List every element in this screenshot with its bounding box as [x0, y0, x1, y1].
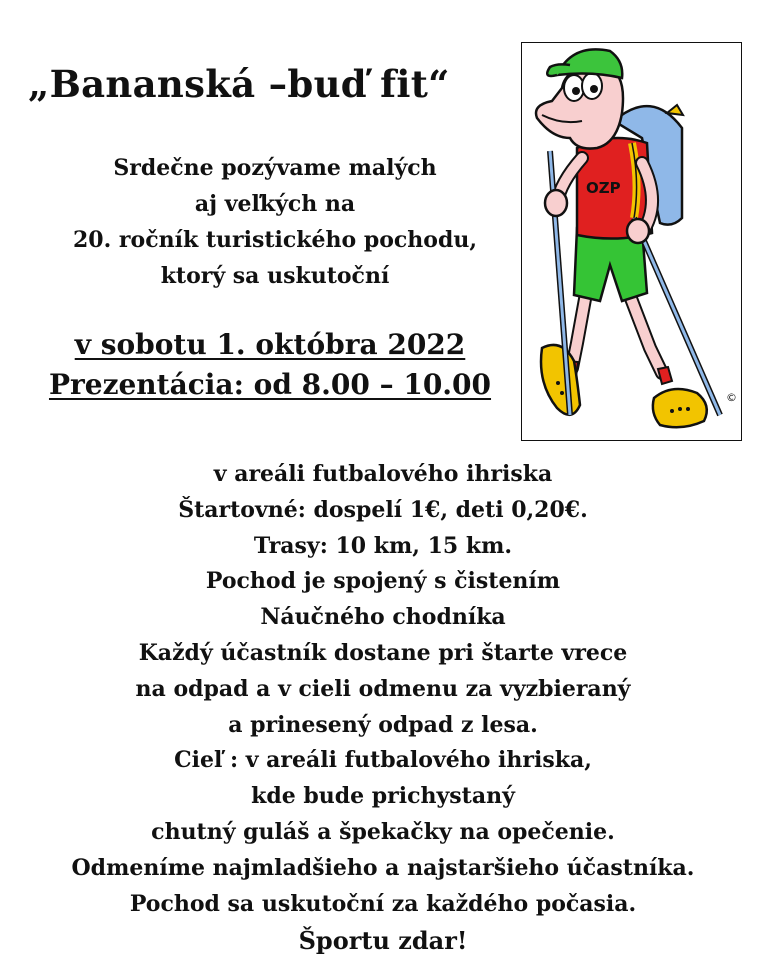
- detail-line: Cieľ : v areáli futbalového ihriska,: [174, 747, 592, 774]
- page-title: „Bananská –buď fit“: [28, 62, 450, 106]
- intro-line: ktorý sa uskutoční: [160, 263, 390, 289]
- intro-line: aj veľkých na: [194, 191, 356, 217]
- detail-line: Každý účastník dostane pri štarte vrece: [138, 639, 628, 666]
- copyright-mark: ©: [726, 391, 737, 404]
- detail-line: Náučného chodníka: [260, 604, 506, 631]
- invitation-text: [40, 150, 510, 294]
- detail-line: chutný guláš a špekačky na opečenie.: [151, 818, 615, 845]
- closing-greeting: Športu zdar!: [298, 926, 468, 955]
- registration-time: Prezentácia: od 8.00 – 10.00: [48, 368, 492, 401]
- event-date: v sobotu 1. októbra 2022: [74, 328, 466, 361]
- hiker-illustration: [521, 42, 742, 441]
- detail-line: Štartovné: dospelí 1€, deti 0,20€.: [178, 496, 588, 523]
- detail-line: na odpad a v cieli odmenu za vyzbieraný: [135, 675, 631, 702]
- event-details: [0, 457, 766, 922]
- detail-line: a prinesený odpad z lesa.: [228, 711, 538, 738]
- intro-line: Srdečne pozývame malých: [113, 155, 437, 181]
- detail-line: Pochod je spojený s čistením: [205, 568, 561, 595]
- shirt-text: OZP: [586, 179, 621, 197]
- intro-line: 20. ročník turistického pochodu,: [73, 227, 477, 253]
- detail-line: Odmeníme najmladšieho a najstaršieho účastníka.: [71, 854, 695, 881]
- detail-line: v areáli futbalového ihriska: [213, 461, 553, 487]
- detail-line: Trasy: 10 km, 15 km.: [253, 532, 513, 559]
- detail-line: kde bude prichystaný: [251, 783, 515, 810]
- hiker-drawing: [522, 43, 741, 439]
- event-date-block: [20, 325, 520, 405]
- detail-line: Pochod sa uskutoční za každého počasia.: [129, 890, 637, 917]
